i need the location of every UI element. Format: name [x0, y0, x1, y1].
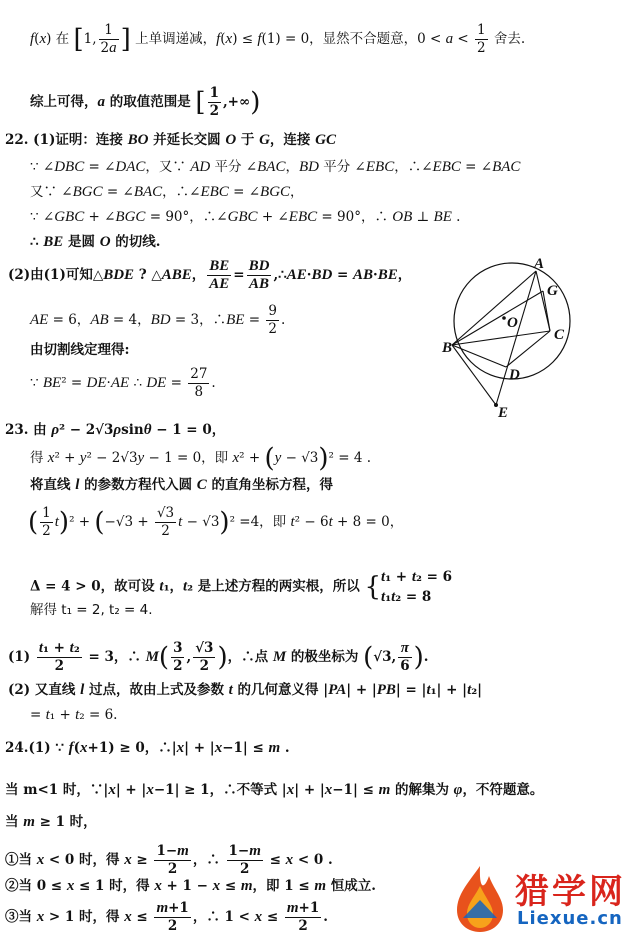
text-line: 综上可得，a 的取值范围是 [ $\frac{1}{2}$ ,+∞): [30, 85, 261, 119]
text-line: ∴ BE 是圆 O 的切线.: [30, 234, 161, 250]
text-line: 又∵ ∠BGC = ∠BAC，∴∠EBC = ∠BGC，: [30, 184, 304, 200]
text-line: (1) $\frac{\text{t₁ + t₂}}{2}$ = 3，∴ M( $\frac{3}{2}$ , $\frac{√3}{2}$ )，∴点 M 的极坐标为 (√3, $\frac{\pi}{6}$ ).: [8, 640, 429, 674]
text-line: = t₁ + t₂ = 6.: [30, 707, 118, 723]
label-a: A: [534, 256, 545, 272]
text-line: ∵ ∠GBC + ∠BGC = 90°，∴∠GBC + ∠EBC = 90°，∴ OB ⊥ BE .: [30, 209, 461, 225]
brand-name: 猎学网: [515, 872, 626, 912]
text-line: Δ = 4 > 0，故可设 t₁，t₂ 是上述方程的两实根，所以 {t₁ + t₂ = 6 t₁t₂ = 8: [30, 569, 453, 605]
text-line: ∵ BE² = DE·AE ∴ DE = $\frac{27}{8}$ .: [30, 366, 216, 400]
label-o: O: [507, 315, 518, 331]
brand-url: Liexue.cn: [517, 908, 623, 929]
text-line: 得 x² + y² − 2√3y − 1 = 0，即 x² + (y − √3)² = 4 .: [30, 443, 372, 474]
text-line: 当 m ≥ 1 时，: [5, 814, 97, 830]
text-line: ②当 0 ≤ x ≤ 1 时，得 x + 1 − x ≤ m，即 1 ≤ m 恒成立.: [5, 878, 376, 894]
watermark-logo: [445, 860, 642, 935]
text-line: ( $\frac{1}{2}$ t)² + (−√3 + $\frac{√3}{2}$ t − √3)² =4，即 t² − 6t + 8 = 0，: [28, 505, 404, 539]
text-line: 由切割线定理得:: [30, 342, 130, 358]
text-line: 24.(1) ∵ f(x+1) ≥ 0，∴|x| + |x−1| ≤ m .: [5, 740, 290, 756]
geometry-figure: [430, 255, 590, 425]
text-line: (2) 又直线 l 过点，故由上式及参数 t 的几何意义得 |PA| + |PB| = |t₁| + |t₂|: [8, 682, 483, 698]
text-line: 将直线 l 的参数方程代入圆 C 的直角坐标方程，得: [30, 477, 333, 493]
text-line: (2)由(1)可知△BDE ? △ABE， $\frac{BE}{AE}$ = $\frac{BD}{AB}$ ,∴AE·BD = AB·BE，: [8, 258, 412, 292]
label-e: E: [498, 405, 509, 421]
text-line: 解得 t₁ = 2, t₂ = 4.: [30, 602, 153, 618]
flame-icon: [449, 862, 511, 934]
text-line: ③当 x > 1 时，得 x ≤ $\frac{m+1}{2}$ ，∴ 1 < x ≤ $\frac{m+1}{2}$ .: [5, 900, 328, 934]
text-line: ①当 x < 0 时，得 x ≥ $\frac{1-m}{2}$ ，∴ $\frac{1-m}{2}$ ≤ x < 0 .: [5, 843, 333, 877]
label-c: C: [554, 327, 565, 343]
label-g: G: [547, 283, 558, 299]
label-d: D: [509, 367, 520, 383]
text-line: AE = 6，AB = 4，BD = 3，∴BE = $\frac{9}{2}$ .: [30, 303, 286, 337]
text-line: 22. (1)证明：连接 BO 并延长交圆 O 于 G，连接 GC: [5, 132, 336, 148]
text-line: ∵ ∠DBC = ∠DAC，又∵ AD 平分 ∠BAC，BD 平分 ∠EBC，∴∠EBC = ∠BAC: [30, 159, 521, 175]
text-line: 23. 由 ρ² − 2√3ρsinθ − 1 = 0，: [5, 422, 226, 438]
text-line: f(x) 在 [1, $\frac{1}{2a}$ ] 上单调递减，f(x) ≤ f(1) = 0，显然不合题意，0 < a < $\frac{1}{2}$ 舍去.: [30, 22, 526, 56]
label-b: B: [442, 340, 453, 356]
text-line: 当 m<1 时，∵|x| + |x−1| ≥ 1，∴不等式 |x| + |x−1| ≤ m 的解集为 φ，不符题意。: [5, 782, 544, 798]
